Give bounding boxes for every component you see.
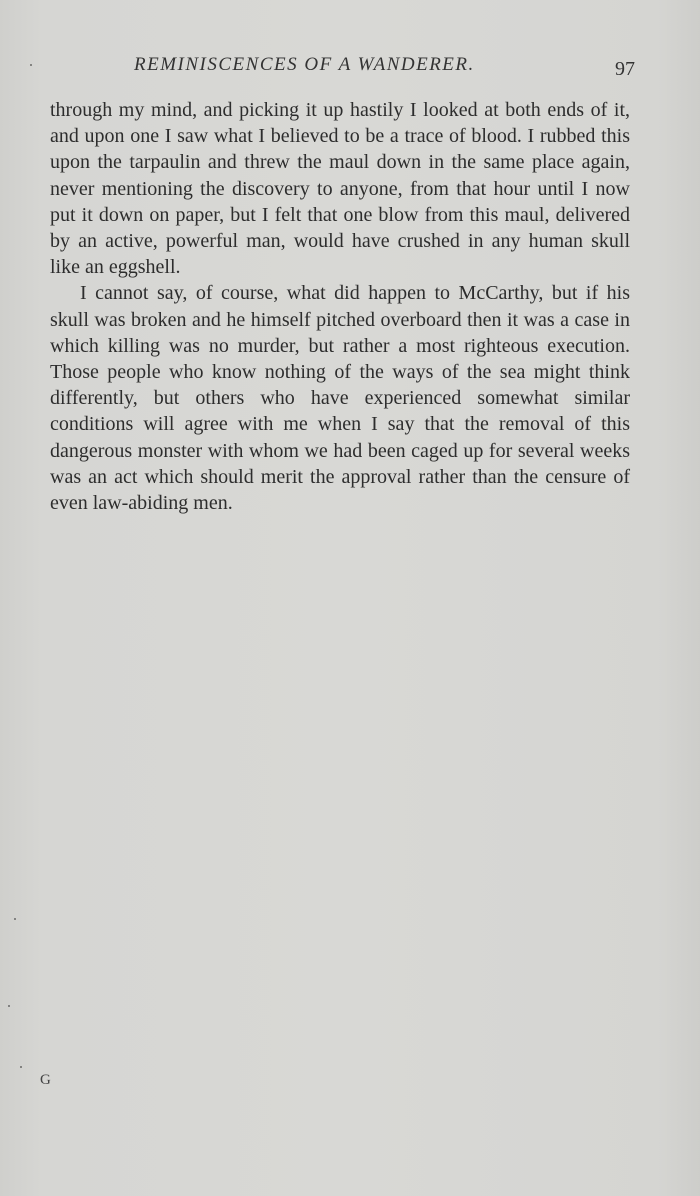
paper-speck — [30, 64, 32, 66]
paper-speck — [20, 1066, 22, 1068]
paragraph-2: I cannot say, of course, what did happen to McCarthy, but if his skull was broken and he himself pitched overboard then it was a case in which killing was no murder, but rather a most righteous execution. Those people who know nothing of the ways of the sea might think differently, but others who have experienced somewhat similar conditions will agree with me when I say that the removal of this dangerous monster with whom we had been caged up for several weeks was an act which should merit the approval rather than the censure of even law-abiding men. — [50, 282, 630, 515]
paper-speck — [8, 1005, 10, 1007]
page-header — [50, 54, 635, 86]
page-number: 97 — [615, 58, 635, 80]
paragraph-1: through my mind, and picking it up hastily I looked at both ends of it, and upon one I saw what I believed to be a trace of blood. I rubbed this upon the tarpaulin and threw the maul down in the same place again, never mentioning the discovery to anyone, from that hour until I now put it down on paper, but I felt that one blow from this maul, delivered by an active, powerful man, would have crushed in any human skull like an eggshell. — [50, 99, 630, 279]
paper-speck — [14, 918, 16, 920]
body-text — [50, 97, 630, 516]
running-title: REMINISCENCES OF A WANDERER. — [134, 54, 475, 75]
signature-mark: G — [40, 1072, 51, 1088]
